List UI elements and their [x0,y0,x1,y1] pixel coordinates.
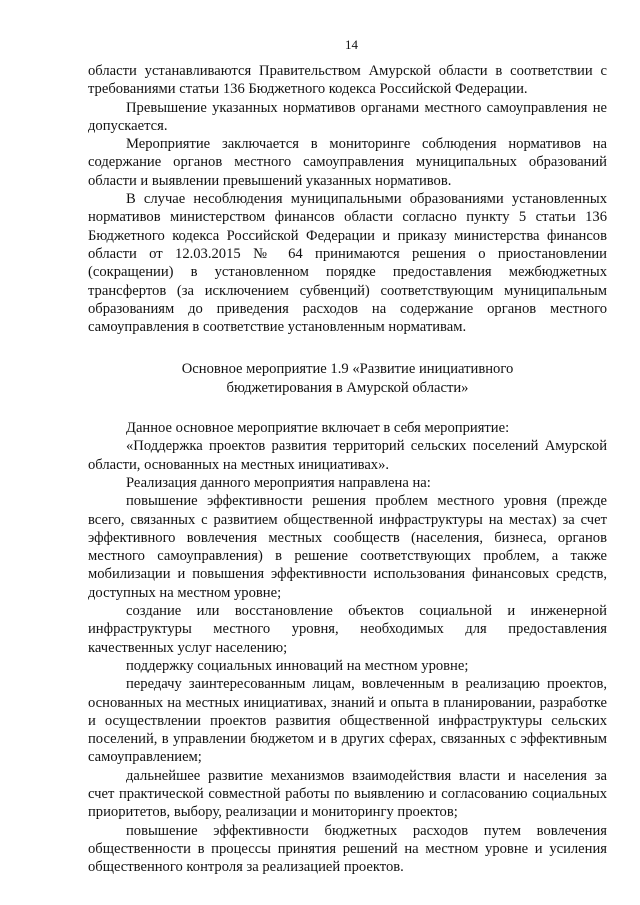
section-heading-line: Основное мероприятие 1.9 «Развитие инициативного [181,361,514,378]
list-item: передачу заинтересованным лицам, вовлеченным в реализацию проектов, основанных на местных инициативах, знаний и опыта в планировании, разработке и осуществлении проектов развития общественной инфраструктуры сельских поселений, в управлении бюджетом и в других сферах, связанных с эффективным самоуправлением; [88,676,607,766]
list-item: создание или восстановление объектов социальной и инженерной инфраструктуры местного уровня, необходимых для предоставления качественных услуг населению; [88,603,607,656]
paragraph: «Поддержка проектов развития территорий сельских поселений Амурской области, основанных на местных инициативах». [88,438,607,473]
page-number: 14 [345,37,358,52]
list-item: повышение эффективности решения проблем местного уровня (прежде всего, связанных с развитием общественной инфраструктуры на местах) за счет эффективного вовлечения местных сообществ (населения, бизнеса, органов местного самоуправления) в решение соответствующих проблем, а также мобилизации и повышения эффективности использования финансовых средств, доступных на местном уровне; [88,493,607,601]
paragraph-continuation: области устанавливаются Правительством Амурской области в соответствии с требованиями статьи 136 Бюджетного кодекса Российской Федерации. [88,63,607,98]
paragraph: Данное основное мероприятие включает в себя мероприятие: [126,420,510,437]
list-item: повышение эффективности бюджетных расходов путем вовлечения общественности в процессы принятия решений на местном уровне и усиления общественного контроля за реализацией проектов. [88,822,607,876]
paragraph: В случае несоблюдения муниципальными образованиями установленных нормативов министерством финансов области согласно пункту 5 статьи 136 Бюджетного кодекса Российской Федерации и приказу министерства финансов области от 12.03.2015 № 64 принимаются решения о приостановлении (сокращении) в установленном порядке предоставления межбюджетных трансфертов (за исключением субвенций) соответствующим муниципальным образованиям до приведения расходов на содержание органов местного самоуправления в соответствие установленным нормативам. [88,191,607,336]
section-heading [88,360,607,397]
paragraph: Превышение указанных нормативов органами местного самоуправления не допускается. [88,99,607,134]
list-item: поддержку социальных инноваций на местном уровне; [126,657,469,674]
list-item: дальнейшее развитие механизмов взаимодействия власти и населения за счет практической совместной работы по выявлению и согласованию социальных приоритетов, выбору, реализации и мониторингу проектов; [88,767,607,821]
section-heading-line: бюджетирования в Амурской области» [226,379,469,396]
paragraph: Мероприятие заключается в мониторинге соблюдения нормативов на содержание органов местного самоуправления муниципальных образований области и выявлении превышений указанных нормативов. [88,136,607,189]
paragraph: Реализация данного мероприятия направлена на: [126,474,431,491]
